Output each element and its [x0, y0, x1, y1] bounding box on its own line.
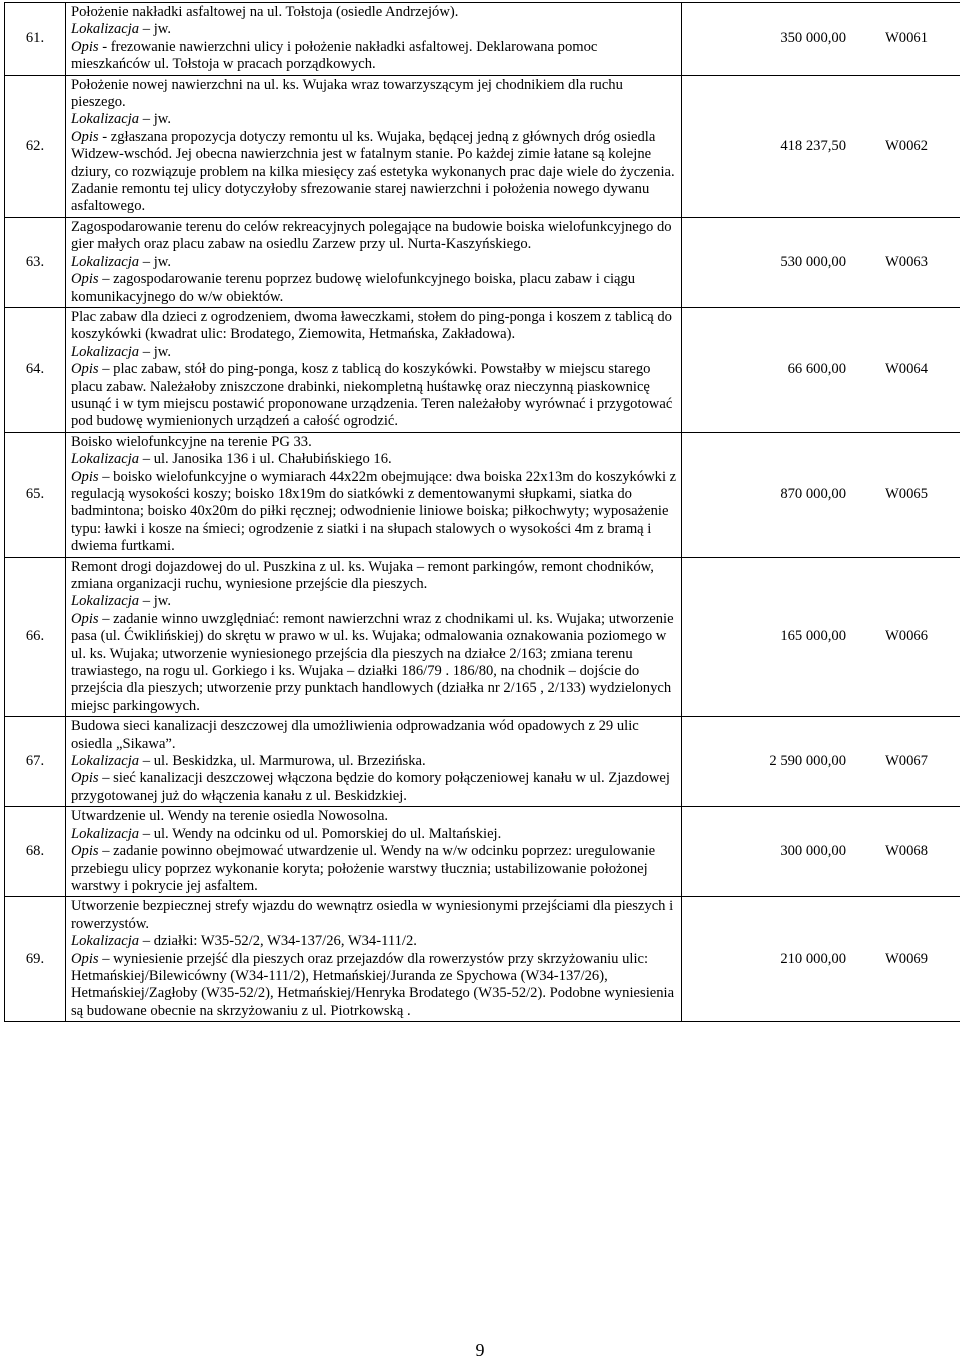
- description-text: – zagospodarowanie terenu poprzez budowę wielofunkcyjnego boiska, placu zabaw i ciągu komunikacyjnego do w/w obiektów.: [71, 271, 635, 304]
- description-line: [71, 271, 677, 306]
- row-description: [66, 807, 682, 897]
- row-number: 67.: [5, 717, 66, 807]
- cost-amount: 210 000,00: [780, 951, 846, 968]
- row-cost: [682, 75, 960, 217]
- description-label: Opis: [71, 271, 99, 287]
- location-label: Lokalizacja: [71, 21, 139, 37]
- location-line: [71, 344, 677, 361]
- table-row: [5, 217, 960, 307]
- description-line: [71, 951, 677, 1021]
- location-text: – działki: W35-52/2, W34-137/26, W34-111/2.: [139, 933, 417, 949]
- table-row: [5, 717, 960, 807]
- cost-amount: 530 000,00: [780, 254, 846, 271]
- location-text: – jw.: [139, 254, 171, 270]
- project-code: W0065: [846, 486, 928, 503]
- cost-amount: 418 237,50: [780, 138, 846, 155]
- description-label: Opis: [71, 611, 99, 627]
- project-code: W0066: [846, 628, 928, 645]
- description-label: Opis: [71, 843, 99, 859]
- row-number: 65.: [5, 432, 66, 557]
- project-title: Utworzenie bezpiecznej strefy wjazdu do wewnątrz osiedla w wyniesionymi przejściami dla pieszych i rowerzystów.: [71, 898, 677, 933]
- location-line: [71, 111, 677, 128]
- table-row: [5, 3, 960, 76]
- description-text: – boisko wielofunkcyjne o wymiarach 44x22m obejmujące: dwa boiska 22x13m do koszykówki z regulacją wysokości koszy; boisko 18x19m do siatkówki z dementowanymi słupkami, siatka do badmintona; boisko 40x20m do piłki ręcznej; odwodnienie liniowe boiska; piłkochwyty; wyposażenie typu: ławki i kosze na śmieci; ogrodzenie z siatki i na słupach stalowych o wysokości 4m z bramą i dwiema furtkami.: [71, 469, 676, 555]
- row-cost: [682, 897, 960, 1022]
- project-title: Utwardzenie ul. Wendy na terenie osiedla Nowosolna.: [71, 808, 677, 825]
- project-code: W0068: [846, 843, 928, 860]
- project-title: Boisko wielofunkcyjne na terenie PG 33.: [71, 434, 677, 451]
- description-label: Opis: [71, 770, 99, 786]
- table-row: [5, 75, 960, 217]
- description-text: – wyniesienie przejść dla pieszych oraz przejazdów dla rowerzystów przy skrzyżowaniu ulic: Hetmańskiej/Bilewicówny (W34-111/2), Hetmańskiej/Juranda ze Spychowa (W34-137/26), Hetmańskiej/Zagłoby (W35-52/2), Hetmańskiej/Henryka Brodatego (W35-52/2). Podobne wyniesienia są budowane obecnie na skrzyżowaniu z ul. Piotrkowską .: [71, 951, 674, 1019]
- description-line: [71, 770, 677, 805]
- location-label: Lokalizacja: [71, 254, 139, 270]
- description-text: - frezowanie nawierzchni ulicy i położenie nakładki asfaltowej. Deklarowana pomoc mieszkańców ul. Tołstoja w pracach porządkowych.: [71, 39, 597, 72]
- location-label: Lokalizacja: [71, 344, 139, 360]
- project-title: Budowa sieci kanalizacji deszczowej dla umożliwienia odprowadzania wód opadowych z 29 ulic osiedla „Sikawa”.: [71, 718, 677, 753]
- location-line: [71, 933, 677, 950]
- cost-amount: 165 000,00: [780, 628, 846, 645]
- table-row: [5, 557, 960, 717]
- projects-table: [4, 2, 960, 1022]
- location-line: [71, 254, 677, 271]
- description-line: [71, 129, 677, 216]
- row-cost: [682, 432, 960, 557]
- location-text: – jw.: [139, 111, 171, 127]
- location-text: – ul. Janosika 136 i ul. Chałubińskiego 16.: [139, 451, 392, 467]
- project-title: Plac zabaw dla dzieci z ogrodzeniem, dwoma ławeczkami, stołem do ping-ponga i koszem z tablicą do koszykówki (kwadrat ulic: Brodatego, Ziemowita, Hetmańska, Zakładowa).: [71, 309, 677, 344]
- row-description: [66, 307, 682, 432]
- description-line: [71, 39, 677, 74]
- location-text: – ul. Wendy na odcinku od ul. Pomorskiej do ul. Maltańskiej.: [139, 826, 501, 842]
- table-row: [5, 307, 960, 432]
- location-text: – jw.: [139, 593, 171, 609]
- row-cost: [682, 217, 960, 307]
- description-label: Opis: [71, 39, 99, 55]
- project-title: Remont drogi dojazdowej do ul. Puszkina z ul. ks. Wujaka – remont parkingów, remont chodników, zmiana organizacji ruchu, wyniesione przejście dla pieszych.: [71, 559, 677, 594]
- location-label: Lokalizacja: [71, 451, 139, 467]
- row-description: [66, 3, 682, 76]
- project-title: Położenie nowej nawierzchni na ul. ks. Wujaka wraz towarzyszącym jej chodnikiem dla ruchu pieszego.: [71, 77, 677, 112]
- row-number: 61.: [5, 3, 66, 76]
- description-text: – sieć kanalizacji deszczowej włączona będzie do komory połączeniowej kanału w ul. Zjazdowej przygotowanej już do włączenia kanału z ul. Beskidzkiej.: [71, 770, 670, 803]
- row-cost: [682, 3, 960, 76]
- location-label: Lokalizacja: [71, 933, 139, 949]
- cost-amount: 2 590 000,00: [769, 753, 846, 770]
- description-label: Opis: [71, 361, 99, 377]
- location-label: Lokalizacja: [71, 111, 139, 127]
- cost-amount: 300 000,00: [780, 843, 846, 860]
- row-number: 63.: [5, 217, 66, 307]
- page-number: 9: [0, 1340, 960, 1361]
- description-text: - zgłaszana propozycja dotyczy remontu ul ks. Wujaka, będącej jedną z głównych dróg osiedla Widzew-wschód. Jej obecna nawierzchnia jest w fatalnym stanie. Po każdej zimie łatane są kolejne dziury, co rozwiązuje problem na kilka miesięcy zaś estetyka wykonanych prac daje wiele do życzenia. Zadanie remontu tej ulicy dotyczyłoby sfrezowanie starej nawierzchni i położenia nowego dywanu asfaltowego.: [71, 129, 675, 215]
- table-row: [5, 807, 960, 897]
- row-cost: [682, 717, 960, 807]
- cost-amount: 870 000,00: [780, 486, 846, 503]
- row-description: [66, 217, 682, 307]
- description-line: [71, 361, 677, 431]
- description-label: Opis: [71, 129, 99, 145]
- project-code: W0067: [846, 753, 928, 770]
- description-text: – plac zabaw, stół do ping-ponga, kosz z tablicą do koszykówki. Powstałby w miejscu starego placu zabaw. Należałoby zniszczone drabinki, niekompletną huśtawkę oraz nieczynną piaskownicę usunąć i w tym miejscu postawić proponowane urządzenia. Teren należałoby wyrównać i przygotować pod budowę wymienionych urządzeń a całość ogrodzić.: [71, 361, 672, 429]
- location-text: – jw.: [139, 344, 171, 360]
- description-text: – zadanie powinno obejmować utwardzenie ul. Wendy na w/w odcinku poprzez: uregulowanie przebiegu ulicy poprzez wykonanie koryta; położenie warstwy tłucznia; ustabilizowanie położonej warstwy i pokrycie jej asfaltem.: [71, 843, 655, 894]
- row-description: [66, 557, 682, 717]
- row-description: [66, 717, 682, 807]
- project-code: W0061: [846, 30, 928, 47]
- description-line: [71, 469, 677, 556]
- description-label: Opis: [71, 951, 99, 967]
- cost-amount: 350 000,00: [780, 30, 846, 47]
- location-text: – ul. Beskidzka, ul. Marmurowa, ul. Brzezińska.: [139, 753, 426, 769]
- row-cost: [682, 557, 960, 717]
- table-body: [5, 3, 960, 1022]
- row-number: 66.: [5, 557, 66, 717]
- row-cost: [682, 307, 960, 432]
- row-description: [66, 897, 682, 1022]
- description-line: [71, 611, 677, 715]
- location-line: [71, 593, 677, 610]
- location-line: [71, 826, 677, 843]
- location-label: Lokalizacja: [71, 753, 139, 769]
- project-code: W0069: [846, 951, 928, 968]
- row-description: [66, 432, 682, 557]
- row-number: 69.: [5, 897, 66, 1022]
- project-title: Zagospodarowanie terenu do celów rekreacyjnych polegające na budowie boiska wielofunkcyjnego do gier małych oraz placu zabaw na osiedlu Zarzew przy ul. Nurta-Kaszyńskiego.: [71, 219, 677, 254]
- project-code: W0062: [846, 138, 928, 155]
- project-code: W0064: [846, 361, 928, 378]
- location-line: [71, 21, 677, 38]
- cost-amount: 66 600,00: [788, 361, 846, 378]
- row-description: [66, 75, 682, 217]
- location-line: [71, 753, 677, 770]
- description-line: [71, 843, 677, 895]
- row-cost: [682, 807, 960, 897]
- row-number: 64.: [5, 307, 66, 432]
- project-title: Położenie nakładki asfaltowej na ul. Tołstoja (osiedle Andrzejów).: [71, 4, 677, 21]
- location-line: [71, 451, 677, 468]
- row-number: 68.: [5, 807, 66, 897]
- row-number: 62.: [5, 75, 66, 217]
- description-text: – zadanie winno uwzględniać: remont nawierzchni wraz z chodnikami ul. ks. Wujaka; utworzenie pasa (ul. Ćwiklińskiej) do skrętu w prawo w ul. ks. Wujaka; odmalowania oznakowania poziomego w ul. ks. Wujaka; utworzenie wyniesionego przejścia dla pieszych na działce 2/163; zmiana terenu trawiastego, na rogu ul. Gorkiego i ks. Wujaka – działki 186/79 . 186/80, na chodnik – dojście do przejścia dla pieszych; utworzenie przy punktach handlowych (działka nr 2/165 , 2/133) wydzielonych miejsc parkingowych.: [71, 611, 674, 714]
- table-row: [5, 897, 960, 1022]
- location-text: – jw.: [139, 21, 171, 37]
- project-code: W0063: [846, 254, 928, 271]
- location-label: Lokalizacja: [71, 826, 139, 842]
- description-label: Opis: [71, 469, 99, 485]
- location-label: Lokalizacja: [71, 593, 139, 609]
- table-row: [5, 432, 960, 557]
